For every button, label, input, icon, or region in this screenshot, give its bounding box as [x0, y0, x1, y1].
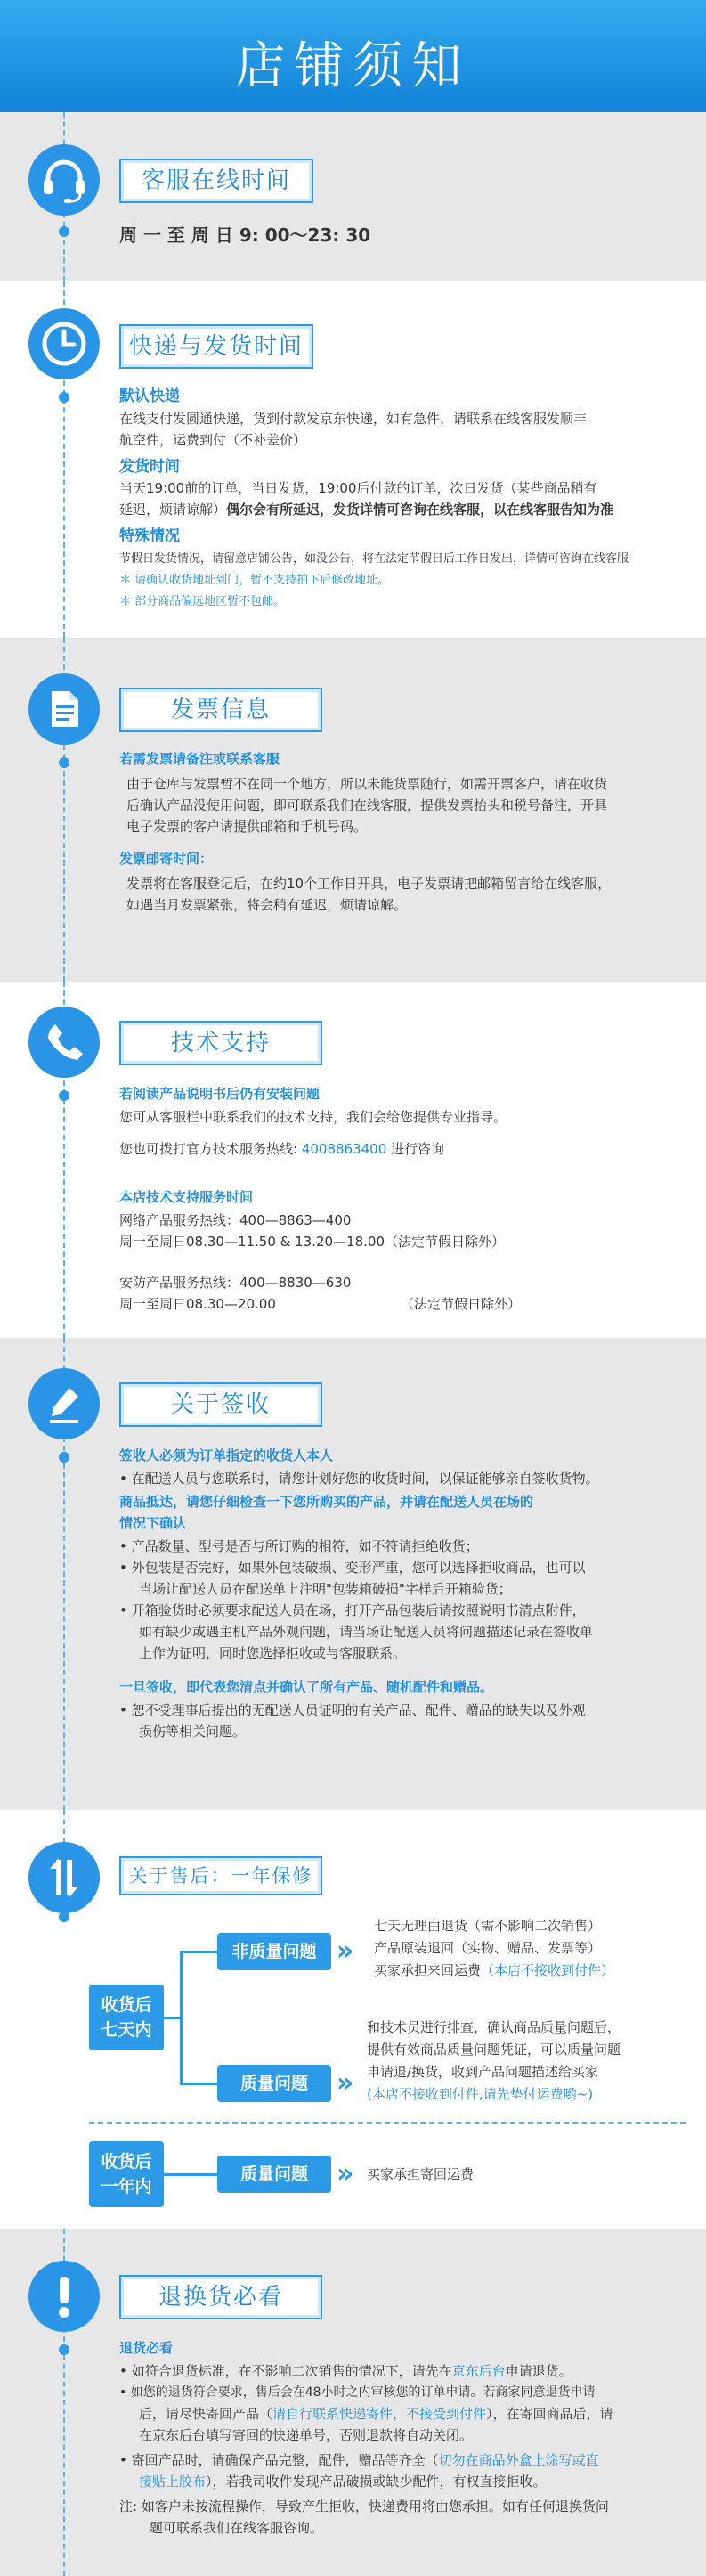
chevron-right-icon: » — [337, 1936, 354, 1967]
branch-quality-text: 申请退/换货，收到产品问题描述给买家 — [367, 2064, 599, 2080]
clock-icon — [28, 308, 100, 379]
phone-icon — [28, 1007, 100, 1078]
returns-line: 后，请尽快寄回产品（请自行联系快递寄件，不接受到付件），在寄回商品后，请 — [139, 2406, 613, 2422]
tech-heading: 若阅读产品说明书后仍有安装问题 — [119, 1086, 321, 1102]
sign-heading-2: 商品抵达，请您仔细检查一下您所购买的产品，并请在配送人员在场的 — [119, 1494, 534, 1510]
ship-time-heading: 发货时间 — [119, 458, 180, 476]
returns-line: • 如符合退货标准，在不影响二次销售的情况下，请先在京东后台申请退货。 — [119, 2363, 572, 2379]
sign-item: • 产品数量、型号是否与所订购的相符，如不符请拒绝收货； — [119, 1538, 479, 1554]
document-icon — [28, 673, 100, 745]
invoice-heading: 若需发票请备注或联系客服 — [119, 751, 280, 767]
headset-icon — [28, 144, 100, 216]
exchange-arrows-icon — [28, 1842, 100, 1913]
section-tech-support — [0, 982, 706, 1338]
header-banner — [0, 0, 706, 112]
branch-non-quality: 非质量问题 — [217, 1933, 331, 1970]
sign-heading-3: 一旦签收，即代表您清点并确认了所有产品、随机配件和赠品。 — [119, 1679, 494, 1695]
sign-heading-2: 情况下确认 — [119, 1515, 187, 1531]
invoice-line: 电子发票的客户请提供邮箱和手机号码。 — [126, 819, 368, 835]
branch-quality-one-year-text: 买家承担寄回运费 — [367, 2166, 475, 2182]
flow-box-seven-days: 收货后 七天内 — [89, 1985, 164, 2050]
sign-item: 如有缺少或遇主机产品外观问题，请当场让配送人员将问题描述记录在签收单 — [139, 1624, 594, 1640]
sign-heading: 签收人必须为订单指定的收货人本人 — [119, 1447, 334, 1463]
sign-line: • 在配送人员与您联系时，请您计划好您的收货时间，以保证能够亲自签收货物。 — [119, 1471, 599, 1487]
flow-box-one-year: 收货后 一年内 — [89, 2141, 164, 2207]
returns-line: • 寄回产品时，请确保产品完整，配件，赠品等齐全（切勿在商品外盒上涂写或直 — [119, 2452, 599, 2468]
section-invoice — [0, 638, 706, 982]
invoice-line: 由于仓库与发票暂不在同一个地方，所以未能货票随行，如需开票客户，请在收货 — [126, 776, 608, 792]
returns-line: 接贴上胶布），若我司收件发现产品破损或缺少配件，有权直接拒收。 — [139, 2474, 547, 2490]
section-delivery — [0, 281, 706, 638]
chevron-right-icon: » — [337, 2158, 354, 2189]
returns-note: 题可联系我们在线客服咨询。 — [150, 2520, 324, 2536]
returns-heading: 退货必看 — [119, 2340, 174, 2356]
exclamation-icon — [28, 2261, 100, 2332]
invoice-mail-line: 发票将在客服登记后，在约10个工作日开具，电子发票请把邮箱留言给在线客服， — [126, 876, 612, 892]
sign-title: 关于签收 — [119, 1382, 322, 1427]
sec-hours: 周一至周日08.30—20.00 — [119, 1296, 276, 1312]
branch-quality-text: 和技术员进行排查，确认商品质量问题后， — [367, 2019, 621, 2035]
sign-item: 当场让配送人员在配送单上注明"包装箱破损"字样后开箱验货； — [139, 1581, 512, 1597]
branch-non-quality-text: 产品原装退回（实物、赠品、发票等） — [374, 1940, 602, 1956]
sec-hotline: 安防产品服务热线：400—8830—630 — [119, 1275, 352, 1291]
default-express-line: 在线支付发圆通快递，货到付款发京东快递，如有急件，请联系在线客服发顺丰 — [119, 411, 588, 427]
delivery-title: 快递与发货时间 — [119, 324, 313, 369]
sec-hours-note: （法定节假日除外） — [401, 1296, 522, 1312]
branch-non-quality-text: 买家承担来回运费（本店不接收到付件） — [374, 1962, 615, 1978]
sign-item: • 开箱验货时必须要求配送人员在场，打开产品包装后请按照说明书清点附件， — [119, 1602, 586, 1618]
tech-service-heading: 本店技术支持服务时间 — [119, 1189, 254, 1205]
cs-time-title: 客服在线时间 — [119, 159, 313, 203]
after-sales-title: 关于售后：一年保修 — [119, 1856, 322, 1895]
section-after-sales — [0, 1810, 706, 2229]
sign-line: 损伤等相关问题。 — [139, 1724, 247, 1740]
cs-hours: 周 一 至 周 日 9: 00～23: 30 — [119, 224, 371, 246]
returns-line: • 如您的退货符合要求，售后会在48小时之内审核您的订单申请。若商家同意退货申请 — [119, 2385, 596, 2400]
tech-line: 您可从客服栏中联系我们的技术支持，我们会给您提供专业指导。 — [119, 1109, 507, 1125]
branch-quality-text: 提供有效商品质量问题凭证，可以质量问题 — [367, 2042, 621, 2058]
ship-time-line: 当天19:00前的订单，当日发货，19:00后付款的订单，次日发货（某些商品稍有 — [119, 480, 597, 496]
returns-note: 注: 如客户未按流程操作，导致产生拒收，快递费用将由您承担。如有任何退换货问 — [119, 2499, 609, 2515]
branch-quality: 质量问题 — [217, 2065, 331, 2102]
special-heading: 特殊情况 — [119, 527, 180, 545]
sign-item: 上作为证明，同时您选择拒收或与客服联系。 — [139, 1645, 407, 1661]
delivery-note: ＊ 部分商品偏远地区暂不包邮。 — [119, 595, 286, 608]
sign-line: • 恕不受理事后提出的无配送人员证明的有关产品、配件、赠品的缺失以及外观 — [119, 1702, 586, 1718]
section-cs-time — [0, 112, 706, 281]
page-title: 店铺须知 — [235, 37, 471, 95]
invoice-mail-line: 如遇当月发票紧张，将会稍有延迟，烦请谅解。 — [126, 897, 408, 913]
sign-item: • 外包装是否完好，如果外包装破损、变形严重，您可以选择拒收商品，也可以 — [119, 1560, 586, 1576]
default-express-heading: 默认快递 — [119, 387, 180, 405]
returns-line: 在京东后台填写寄回的快递单号，否则退款将自动关闭。 — [139, 2427, 474, 2443]
section-returns — [0, 2229, 706, 2576]
returns-title: 退换货必看 — [119, 2275, 322, 2319]
ship-time-line: 延迟，烦请谅解）偶尔会有所延迟，发货详情可咨询在线客服，以在线客服告知为准 — [119, 501, 614, 518]
tech-hotline-number[interactable]: 4008863400 — [301, 1141, 387, 1157]
pen-icon — [28, 1368, 100, 1439]
branch-quality-note: (本店不接收到付件,请先垫付运费哟~) — [367, 2086, 594, 2102]
tech-title: 技术支持 — [119, 1021, 322, 1065]
special-line: 节假日发货情况，请留意店铺公告，如没公告，将在法定节假日后工作日发出，详情可咨询在线客服 — [119, 552, 629, 566]
branch-non-quality-text: 七天无理由退货（需不影响二次销售） — [374, 1918, 602, 1934]
invoice-title: 发票信息 — [119, 688, 322, 732]
section-sign — [0, 1338, 706, 1810]
tech-hotline-line: 您也可拨打官方技术服务热线: 4008863400 进行咨询 — [119, 1141, 445, 1157]
invoice-mail-heading: 发票邮寄时间： — [119, 851, 214, 867]
chevron-right-icon: » — [337, 2067, 354, 2099]
net-hotline: 网络产品服务热线：400—8863—400 — [119, 1212, 352, 1228]
default-express-line: 航空件，运费到付（不补差价） — [119, 432, 307, 448]
invoice-line: 后确认产品没使用问题，即可联系我们在线客服，提供发票抬头和税号备注，开具 — [126, 797, 608, 813]
branch-quality-one-year: 质量问题 — [217, 2156, 331, 2193]
net-hours: 周一至周日08.30—11.50 & 13.20—18.00（法定节假日除外） — [119, 1234, 506, 1250]
delivery-note: ＊ 请确认收货地址到门，暂不支持拍下后修改地址。 — [119, 574, 390, 587]
